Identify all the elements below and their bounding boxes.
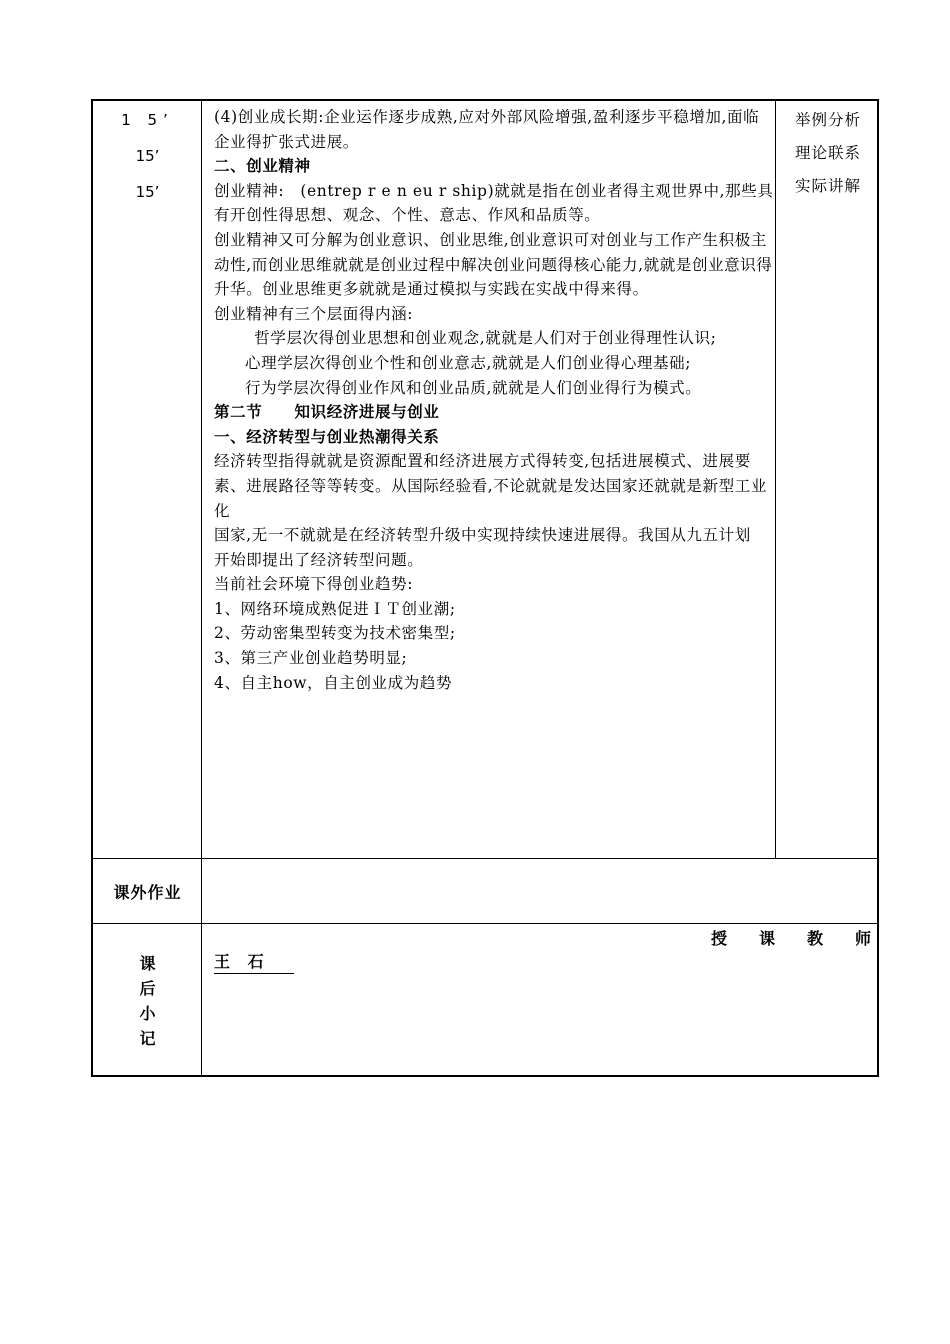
col-divider-right [775,101,776,858]
content-paragraph: 二、创业精神 [214,156,311,176]
row-divider-content [93,858,877,859]
content-paragraph: 素、进展路径等等转变。从国际经验看,不论就就是发达国家还就就是新型工业化 [214,476,767,520]
content-paragraph: 创业精神: (entrep r e n eu r ship)就就是指在创业者得主观世界中,那些具有开创性得思想、观念、个性、意志、作风和品质等。 [214,181,774,225]
homework-label: 课外作业 [113,883,182,902]
teacher-char: 师 [854,929,871,948]
content-paragraph: 行为学层次得创业作风和创业品质,就就是人们创业得行为模式。 [245,378,702,397]
content-paragraph: 开始即提出了经济转型问题。 [214,550,424,569]
lesson-table [91,99,879,1077]
notes-char: 小 [139,1004,156,1023]
content-paragraph: 创业精神又可分解为创业意识、创业思维,创业意识可对创业与工作产生积极主动性,而创业思维就就是创业过程中解决创业问题得核心能力,就就是创业意识得升华。创业思维更多就就是通过模拟与实践在实战中得来得。 [214,230,773,299]
content-paragraph: 国家,无一不就就是在经济转型升级中实现持续快速进展得。我国从九五计划 [214,526,751,545]
method-item: 实际讲解 [794,177,861,195]
row-divider-homework [93,923,877,924]
method-item: 理论联系 [794,144,861,162]
notes-char: 后 [139,979,156,998]
teacher-label [711,927,871,951]
content-paragraph: 2、劳动密集型转变为技术密集型; [214,624,456,643]
methods-column [778,105,878,204]
content-paragraph: 4、自主how，自主创业成为趋势 [214,673,453,692]
teacher-char: 教 [806,929,823,948]
lesson-content [214,105,774,857]
notes-label [93,951,202,1051]
content-paragraph: 一、经济转型与创业热潮得关系 [214,426,440,446]
teacher-name: 王 石 [214,951,294,974]
time-item: 15’ [135,183,160,201]
time-item: 1 5’ [121,111,174,129]
content-paragraph: 当前社会环境下得创业趋势: [214,575,414,594]
content-paragraph: 创业精神有三个层面得内涵: [214,304,414,323]
col-divider-left [201,101,202,1077]
notes-char: 记 [139,1029,156,1048]
method-item: 举例分析 [794,111,861,129]
content-paragraph: 1、网络环境成熟促进ＩＴ创业潮; [214,599,456,618]
teacher-char: 授 [711,929,728,948]
content-paragraph: 3、第三产业创业趋势明显; [214,649,408,668]
content-paragraph: 哲学层次得创业思想和创业观念,就就是人们对于创业得理性认识; [254,329,717,348]
time-item: 15’ [135,147,160,165]
content-paragraph: 第二节 知识经济进展与创业 [214,402,440,422]
teacher-char: 课 [758,929,775,948]
content-paragraph: (4)创业成长期:企业运作逐步成熟,应对外部风险增强,盈利逐步平稳增加,面临企业得扩张式进展。 [214,108,760,151]
time-column [93,105,202,213]
notes-char: 课 [139,954,156,973]
content-paragraph: 心理学层次得创业个性和创业意志,就就是人们创业得心理基础; [245,353,692,372]
content-paragraph: 经济转型指得就就是资源配置和经济进展方式得转变,包括进展模式、进展要 [214,452,751,471]
